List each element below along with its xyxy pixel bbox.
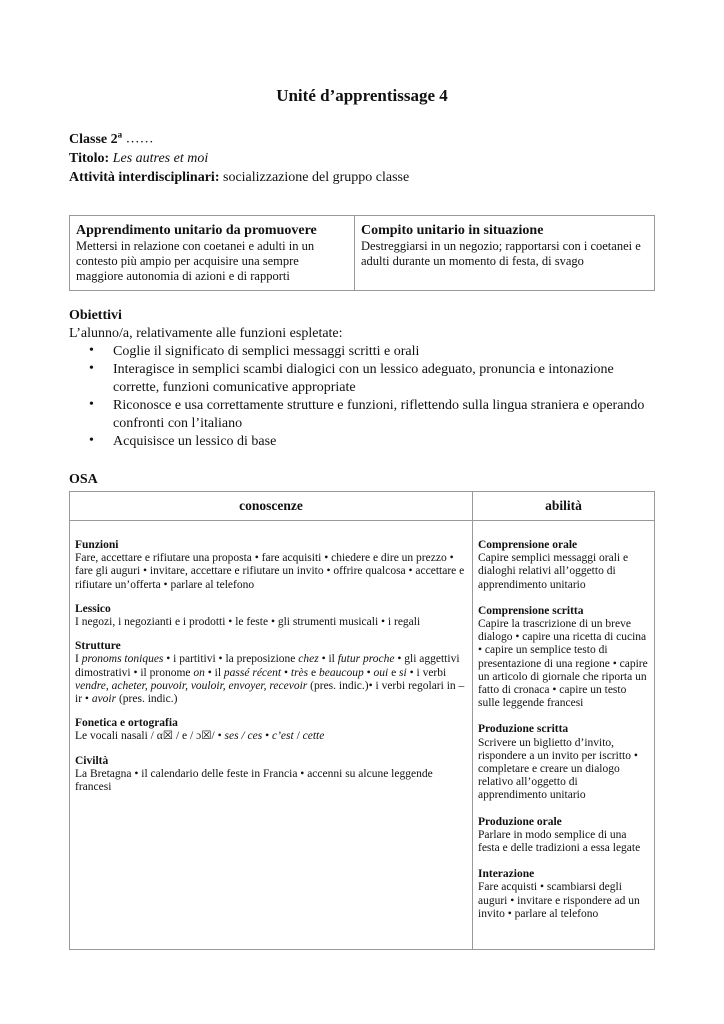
titolo-value: Les autres et moi [112, 150, 209, 166]
funzioni-text: Fare, accettare e rifiutare una proposta • fare acquisiti • chiedere e dire un prezzo • fare gli auguri • invitare, accettare e rifiutare un invito • offrire qualcosa • accettare e rifiutare un’offerta • parlare al telefono [75, 552, 465, 591]
obiettivi-section [69, 307, 655, 451]
strutture-heading: Strutture [75, 640, 121, 653]
comprensione-scritta-heading: Comprensione scritta [478, 604, 584, 617]
lessico-text: I negozi, i negozianti e i prodotti • le feste • gli strumenti musicali • i regali [75, 616, 421, 629]
bullet: • [89, 343, 94, 358]
missing-glyph-icon: ☒ [162, 730, 174, 743]
titolo-label: Titolo: [69, 150, 110, 166]
comprensione-scritta-section [478, 605, 648, 711]
lessico-section [75, 603, 466, 629]
obiettivi-list [69, 343, 655, 451]
interazione-text: Fare acquisti • scambiarsi degli auguri • invitare e rispondere ad un invito • parlare al telefono [478, 881, 640, 920]
abilita-cell [473, 521, 655, 950]
civilta-heading: Civiltà [75, 754, 109, 767]
list-item: • Riconosce e usa correttamente strutture e funzioni, riflettendo sulla lingua straniera e operando confronti con l’italiano [89, 397, 645, 431]
apprendimento-text: Mettersi in relazione con coetanei e adulti in un contesto più ampio per acquisire una sempre maggiore autonomia di azioni e di rapporti [76, 239, 315, 283]
list-item: • Acquisisce un lessico di base [89, 433, 277, 449]
obiettivi-heading: Obiettivi [69, 308, 122, 323]
attivita-value: socializzazione del gruppo classe [219, 169, 410, 185]
produzione-orale-text: Parlare in modo semplice di una festa e delle tradizioni a essa legate [478, 828, 641, 855]
classe-line [69, 125, 409, 149]
comprensione-orale-heading: Comprensione orale [478, 539, 578, 551]
missing-glyph-icon: ☒ [201, 730, 212, 743]
classe-value: …… [122, 131, 154, 147]
comprensione-orale-text: Capire semplici messaggi orali e dialoghi relativi all’oggetto di apprendimento unitario [478, 552, 629, 591]
lessico-heading: Lessico [75, 602, 111, 615]
classe-label: Classe 2$^a$ [69, 129, 123, 147]
col-header-abilita: abilità [473, 492, 655, 521]
comprensione-orale-section [478, 539, 648, 592]
attivita-label: Attività interdisciplinari: [69, 169, 220, 185]
compito-cell [355, 216, 655, 291]
strutture-section [75, 640, 466, 706]
compito-header: Compito unitario in situazione [361, 223, 544, 238]
civilta-section [75, 755, 466, 795]
document-meta [69, 125, 409, 187]
comprensione-scritta-text: Capire la trascrizione di un breve dialogo • capire una ricetta di cucina • capire un semplice testo di presentazione di una regione • capire un articolo di giornale che riporta un fatto di cronaca • capire un testo sulle leggende francesi [478, 618, 648, 710]
produzione-orale-section [478, 816, 648, 856]
attivita-line [69, 168, 409, 187]
fonetica-text: Le vocali nasali / α☒ / e / ɔ☒/ • ses / ces • c’est / cette [75, 730, 325, 743]
bullet: • [89, 361, 94, 376]
apprendimento-cell [70, 216, 355, 291]
obiettivi-intro: L’alunno/a, relativamente alle funzioni espletate: [69, 326, 343, 341]
bullet: • [89, 433, 94, 448]
fonetica-heading: Fonetica e ortografia [75, 717, 178, 730]
bullet: • [89, 397, 94, 412]
compito-text: Destreggiarsi in un negozio; rapportarsi con i coetanei e adulti durante un momento di festa, di svago [361, 239, 641, 268]
civilta-text: La Bretagna • il calendario delle feste in Francia • accenni su alcune leggende francesi [75, 767, 433, 794]
funzioni-heading: Funzioni [75, 539, 119, 551]
fonetica-section [75, 717, 466, 743]
interazione-section [478, 868, 648, 921]
produzione-orale-heading: Produzione orale [478, 815, 562, 828]
list-item: • Interagisce in semplici scambi dialogici con un lessico adeguato, pronuncia e intonazione corrette, funzioni comunicative appropriate [89, 361, 614, 395]
page-title: Unité d’apprentissage 4 [276, 86, 448, 105]
funzioni-section [75, 539, 466, 592]
produzione-scritta-section [478, 723, 648, 802]
conoscenze-cell [70, 521, 473, 950]
osa-table [69, 491, 655, 950]
osa-label: OSA [69, 472, 98, 487]
apprendimento-header: Apprendimento unitario da promuovere [76, 223, 317, 238]
titolo-line [69, 149, 409, 168]
produzione-scritta-text: Scrivere un biglietto d’invito, rispondere a un invito per iscritto • completare e creare un dialogo relativo all’oggetto di apprendimento unitario [478, 736, 638, 802]
strutture-text: I pronoms toniques • i partitivi • la preposizione chez • il futur proche • gli aggettivi dimostrativi • il pronome on • il passé récent • très e beaucoup • oui e si • i verbi vendre, acheter, pouvoir, vouloir, envoyer, recevoir (pres. indic.)• i verbi regolari in –ir • avoir (pres. indic.) [75, 653, 465, 706]
produzione-scritta-heading: Produzione scritta [478, 723, 569, 736]
interazione-heading: Interazione [478, 868, 535, 881]
col-header-conoscenze: conoscenze [70, 492, 473, 521]
apprendimento-table [69, 215, 655, 291]
list-item: • Coglie il significato di semplici messaggi scritti e orali [89, 343, 420, 359]
